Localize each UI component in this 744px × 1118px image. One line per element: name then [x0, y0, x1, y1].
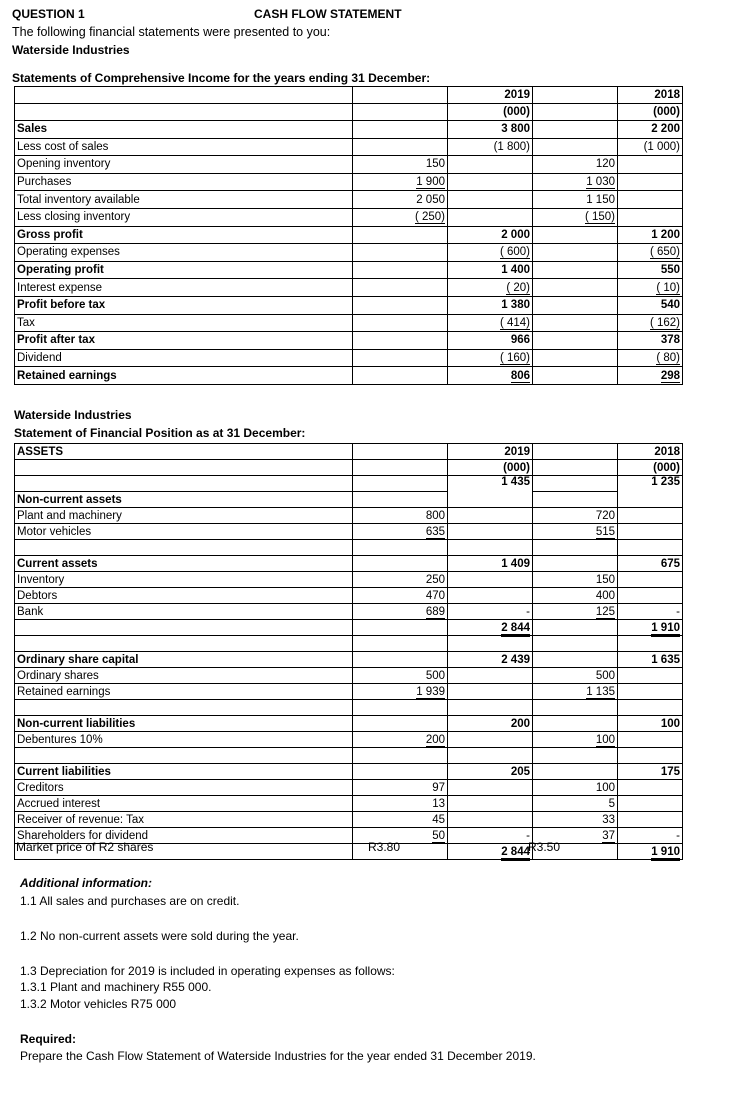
income-year-2019: 2019	[448, 87, 533, 104]
income-head-c	[533, 87, 618, 104]
income-row-value: (1 000)	[643, 140, 680, 153]
income-row	[15, 173, 683, 191]
income-row-value: ( 250)	[414, 211, 445, 224]
bank-2019: 689	[425, 605, 445, 618]
income-row-value: (1 800)	[493, 140, 530, 153]
ncl-label: Non-current liabilities	[15, 716, 353, 732]
ncl-2018: 100	[618, 716, 683, 732]
income-row	[15, 296, 683, 314]
income-statement-table	[14, 86, 683, 385]
cell	[618, 508, 683, 524]
income-row-label: Operating profit	[17, 264, 104, 277]
motor-2019: 635	[425, 525, 445, 538]
income-row-value: 1 150	[586, 193, 615, 206]
motor-2018: 515	[595, 525, 615, 538]
total-equity-liab-2019: 2 844	[501, 846, 530, 861]
cell	[353, 460, 448, 476]
info-1-1: 1.1 All sales and purchases are on credit.	[20, 894, 240, 908]
market-price-2019: R3.80	[368, 840, 401, 854]
income-row	[15, 332, 683, 350]
income-row-label: Profit before tax	[17, 299, 106, 312]
sfp-unit-2018: (000)	[618, 460, 683, 476]
cell	[353, 476, 448, 492]
income-row-value: 2 000	[501, 228, 530, 241]
income-row-label: Gross profit	[17, 228, 83, 241]
info-1-3-1: 1.3.1 Plant and machinery R55 000.	[20, 980, 212, 994]
debtors-2019: 470	[353, 588, 448, 604]
retained-earnings-2019: 1 939	[416, 685, 445, 698]
income-row-label: Purchases	[17, 176, 72, 189]
required-title: Required:	[20, 1032, 77, 1046]
income-row-label: Less closing inventory	[17, 211, 131, 224]
question-topic: CASH FLOW STATEMENT	[254, 7, 402, 21]
intro-text: The following financial statements were presented to you:	[12, 25, 331, 39]
cell	[353, 492, 448, 508]
current-assets-label: Current assets	[15, 556, 353, 572]
ncl-2019: 200	[448, 716, 533, 732]
share-capital-2019: 2 439	[448, 652, 533, 668]
income-row	[15, 191, 683, 209]
income-row	[15, 244, 683, 262]
assets-heading: ASSETS	[15, 444, 353, 460]
income-row-value: 806	[511, 370, 530, 385]
cell	[533, 492, 618, 508]
income-row	[15, 261, 683, 279]
creditors-2019: 97	[353, 780, 448, 796]
cell	[15, 476, 353, 492]
income-row	[15, 121, 683, 139]
income-row-value: ( 10)	[656, 281, 680, 294]
income-row-value: ( 80)	[656, 352, 680, 365]
bank-label: Bank	[15, 604, 353, 620]
income-row-value: 1 200	[651, 228, 680, 241]
accrued-label: Accrued interest	[15, 796, 353, 812]
cell	[533, 476, 618, 492]
income-row-value: 966	[510, 334, 530, 347]
income-year-2018: 2018	[618, 87, 683, 104]
income-head-label	[15, 87, 353, 104]
share-capital-label: Ordinary share capital	[15, 652, 353, 668]
income-row-value: ( 150)	[584, 211, 615, 224]
income-row-label: Sales	[17, 123, 48, 136]
income-row-label: Profit after tax	[17, 334, 95, 347]
debentures-label: Debentures 10%	[15, 732, 353, 748]
income-row-value: 1 900	[416, 176, 445, 189]
total-assets-2019: 2 844	[501, 622, 530, 637]
income-row-value: 150	[425, 158, 445, 171]
total-assets-2018: 1 910	[651, 622, 680, 637]
retained-earnings-2018: 1 135	[586, 685, 615, 698]
current-assets-2019: 1 409	[448, 556, 533, 572]
cl-2018: 175	[618, 764, 683, 780]
income-row	[15, 156, 683, 174]
debtors-2018: 400	[533, 588, 618, 604]
inventory-label: Inventory	[15, 572, 353, 588]
income-row-label: Tax	[17, 316, 35, 329]
income-head-a	[353, 104, 448, 121]
debtors-label: Debtors	[15, 588, 353, 604]
receiver-2019: 45	[353, 812, 448, 828]
sfp-year-2018: 2018	[618, 444, 683, 460]
bank-dash-2018: -	[618, 604, 683, 620]
income-head-c	[533, 104, 618, 121]
income-row-label: Total inventory available	[17, 193, 140, 206]
motor-label: Motor vehicles	[15, 524, 353, 540]
income-rows	[15, 121, 683, 385]
ordinary-shares-label: Ordinary shares	[15, 668, 353, 684]
additional-info-title: Additional information:	[20, 876, 152, 890]
info-1-2: 1.2 No non-current assets were sold during the year.	[20, 929, 299, 943]
bank-2018: 125	[595, 605, 615, 618]
ordinary-shares-2019: 500	[353, 668, 448, 684]
question-number: QUESTION 1	[12, 7, 85, 21]
cell	[448, 524, 533, 540]
income-row-label: Less cost of sales	[17, 140, 109, 153]
market-price-2018: R3.50	[528, 840, 561, 854]
sfp-year-2019: 2019	[448, 444, 533, 460]
receiver-2018: 33	[533, 812, 618, 828]
creditors-2018: 100	[533, 780, 618, 796]
income-row-value: 1 030	[586, 176, 615, 189]
cell	[618, 524, 683, 540]
non-current-assets-label: Non-current assets	[15, 492, 353, 508]
income-row-label: Operating expenses	[17, 246, 120, 259]
cell	[533, 444, 618, 460]
sh-dividend-dash-2018: -	[618, 828, 683, 844]
income-row-label: Opening inventory	[17, 158, 111, 171]
income-row-label: Dividend	[17, 352, 62, 365]
cell	[353, 444, 448, 460]
cl-2019: 205	[448, 764, 533, 780]
total-equity-liab-2018: 1 910	[651, 846, 680, 861]
income-row	[15, 226, 683, 244]
income-statement-title: Statements of Comprehensive Income for the years ending 31 December:	[12, 71, 431, 85]
sfp-unit-2019: (000)	[448, 460, 533, 476]
inventory-2018: 150	[533, 572, 618, 588]
cell	[15, 460, 353, 476]
income-unit-2018: (000)	[618, 104, 683, 121]
plant-label: Plant and machinery	[15, 508, 353, 524]
income-row-label: Interest expense	[17, 281, 103, 294]
income-row	[15, 208, 683, 226]
income-row-value: ( 650)	[649, 246, 680, 259]
non-current-assets-2019: 1 435	[448, 476, 533, 508]
income-row-value: 2 050	[416, 193, 445, 206]
income-row-value: ( 162)	[649, 316, 680, 329]
sh-dividend-dash-2019: -	[448, 828, 533, 844]
cell	[533, 460, 618, 476]
cell	[448, 508, 533, 524]
sh-dividend-2019: 50	[432, 829, 445, 842]
income-row-value: ( 414)	[499, 316, 530, 329]
income-row-value: ( 20)	[506, 281, 530, 294]
income-row	[15, 367, 683, 385]
creditors-label: Creditors	[15, 780, 353, 796]
income-row-value: 120	[595, 158, 615, 171]
ordinary-shares-2018: 500	[533, 668, 618, 684]
info-1-3-2: 1.3.2 Motor vehicles R75 000	[20, 997, 177, 1011]
info-1-3: 1.3 Depreciation for 2019 is included in operating expenses as follows:	[20, 964, 395, 978]
cl-label: Current liabilities	[15, 764, 353, 780]
accrued-2018: 5	[533, 796, 618, 812]
income-row-value: 1 400	[501, 264, 530, 277]
income-row-value: 2 200	[651, 123, 680, 136]
income-row	[15, 279, 683, 297]
plant-2019: 800	[353, 508, 448, 524]
company-name: Waterside Industries	[12, 43, 130, 57]
debentures-2018: 100	[595, 733, 615, 746]
receiver-label: Receiver of revenue: Tax	[15, 812, 353, 828]
share-capital-2018: 1 635	[618, 652, 683, 668]
sh-dividend-label: Shareholders for dividend	[15, 828, 353, 844]
retained-earnings-label: Retained earnings	[15, 684, 353, 700]
income-head-label	[15, 104, 353, 121]
income-unit-2019: (000)	[448, 104, 533, 121]
income-row-value: 3 800	[501, 123, 530, 136]
income-row-value: 540	[660, 299, 680, 312]
financial-position-table	[14, 443, 683, 860]
income-row	[15, 138, 683, 156]
income-row-value: 378	[660, 334, 680, 347]
market-price-label: Market price of R2 shares	[16, 840, 154, 854]
inventory-2019: 250	[353, 572, 448, 588]
income-row-value: 298	[661, 370, 680, 385]
bank-dash-2019: -	[448, 604, 533, 620]
income-row-value: 1 380	[501, 299, 530, 312]
plant-2018: 720	[533, 508, 618, 524]
sh-dividend-2018: 37	[602, 829, 615, 842]
income-row-value: ( 600)	[499, 246, 530, 259]
income-head-a	[353, 87, 448, 104]
income-row-value: ( 160)	[499, 352, 530, 365]
income-row	[15, 349, 683, 367]
income-row-label: Retained earnings	[17, 369, 117, 382]
sfp-company: Waterside Industries	[14, 408, 132, 422]
required-text: Prepare the Cash Flow Statement of Waterside Industries for the year ended 31 December 2019.	[20, 1049, 536, 1063]
accrued-2019: 13	[353, 796, 448, 812]
current-assets-2018: 675	[618, 556, 683, 572]
sfp-title: Statement of Financial Position as at 31 December:	[14, 426, 306, 440]
non-current-assets-2018: 1 235	[618, 476, 683, 508]
income-row	[15, 314, 683, 332]
income-row-value: 550	[660, 264, 680, 277]
debentures-2019: 200	[425, 733, 445, 746]
